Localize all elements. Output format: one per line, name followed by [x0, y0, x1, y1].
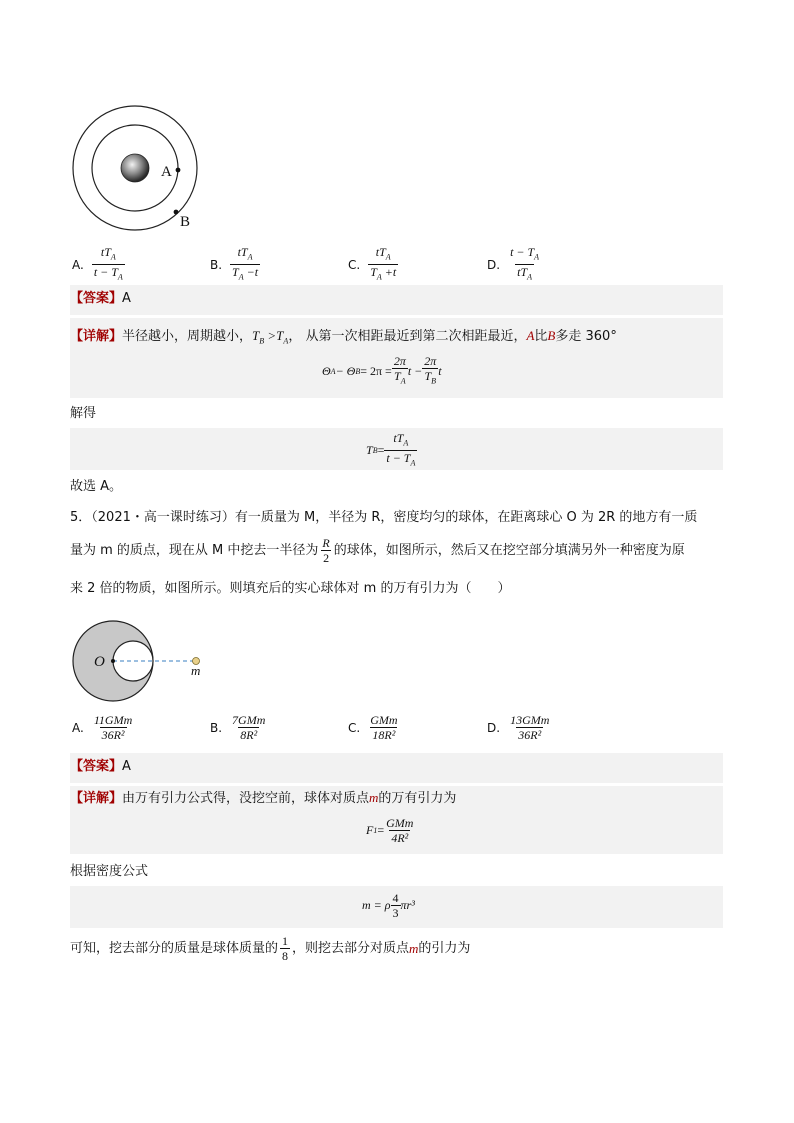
fraction: $\frac{1}{8}$ [282, 934, 289, 963]
q5-option-a[interactable] [72, 713, 134, 742]
q4-solve-label: 解得 [70, 406, 97, 421]
answer-value: A [122, 291, 131, 306]
option-fraction: $\frac{tT_A}{T_A -t}$ [230, 245, 260, 285]
q4-angle-equation: Θ A − Θ B = 2π = $\frac{2\pi}{T_A}$ t − $\frac{2\pi}{T_B}$ t [322, 354, 442, 388]
q4-answer-box [70, 285, 723, 315]
q4-result-equation: T B = $\frac{tT_A}{t - T_A}$ [366, 431, 417, 471]
q5-stem-line1: 5．（2021・高一课时练习）有一质量为 M，半径为 R，密度均匀的球体，在距离球心 O 为 2R 的地方有一质 [70, 510, 698, 525]
answer-tag: 【答案】 [70, 759, 123, 774]
q4-option-d[interactable] [487, 245, 541, 285]
option-fraction: $\frac{\text{13GMm}}{\text{36R²}}$ [510, 713, 550, 742]
q4-answer [70, 289, 131, 309]
hollow-sphere-figure [70, 618, 210, 708]
fraction: $\frac{R}{2}$ [322, 536, 330, 565]
cavity [113, 641, 153, 681]
q4-option-a[interactable] [72, 245, 125, 285]
fraction: $\frac{tT_A}{t - T_A}$ [384, 431, 417, 471]
label-b: B [180, 214, 191, 230]
satellite-a [176, 168, 181, 173]
label-o: O [94, 654, 105, 670]
option-fraction: $\frac{\text{GMm}}{\text{18R²}}$ [370, 713, 398, 742]
option-label: D. [487, 720, 501, 735]
q4-option-c[interactable] [348, 245, 398, 285]
option-fraction: $\frac{\text{11GMm}}{\text{36R²}}$ [93, 713, 133, 742]
option-label: D. [487, 257, 501, 272]
q4-option-b[interactable] [210, 245, 260, 285]
center-point [111, 659, 115, 663]
option-fraction: $\frac{t - T_A}{tT_A}$ [508, 245, 541, 285]
q5-stem-line2: 量为 m 的质点，现在从 M 中挖去一半径为 $\frac{R}{2}$ 的球体，如图所示，然后又在挖空部分填满另外一种密度为原 [70, 536, 685, 565]
option-fraction: $\frac{\text{7GMm}}{\text{8R²}}$ [232, 713, 266, 742]
q5-detail-line: 【详解】由万有引力公式得，没挖空前，球体对质点m的万有引力为 [70, 790, 457, 806]
central-planet [121, 154, 149, 182]
option-label: B. [210, 257, 223, 272]
q5-option-d[interactable] [487, 713, 551, 742]
fraction: $\frac{2\pi}{T_B}$ [422, 354, 438, 388]
q5-density-label: 根据密度公式 [70, 864, 149, 879]
option-label: B. [210, 720, 223, 735]
q4-detail-line: 【详解】半径越小，周期越小，$T_B >T_A$， 从第一次相距最近到第二次相距最近，A比B多走 360° [70, 328, 617, 346]
answer-value: A [122, 759, 131, 774]
q5-option-c[interactable] [348, 713, 400, 742]
option-label: C. [348, 720, 361, 735]
label-a: A [161, 164, 172, 180]
answer-tag: 【答案】 [70, 291, 123, 306]
satellite-b [174, 210, 179, 215]
q5-density-equation: m = ρ $\frac{4}{3}$ πr³ [362, 891, 415, 920]
option-fraction: $\frac{tT_A}{t - T_A}$ [92, 245, 125, 285]
q5-answer [70, 757, 131, 777]
detail-tag: 【详解】 [70, 329, 123, 344]
fraction: $\frac{4}{3}$ [392, 891, 399, 920]
fraction: $\frac{2\pi}{T_A}$ [392, 354, 408, 388]
q4-conclusion: 故选 A。 [70, 479, 123, 494]
orbit-figure [70, 100, 210, 235]
detail-tag: 【详解】 [70, 791, 123, 806]
option-label: A. [72, 257, 84, 272]
option-label: C. [348, 257, 361, 272]
label-m: m [191, 663, 201, 678]
q5-stem-line3: 来 2 倍的物质，如图所示。则填充后的实心球体对 m 的万有引力为（ ） [70, 581, 511, 596]
q5-force-equation: F 1 = $\frac{\text{GMm}}{\text{4R²}}$ [366, 816, 414, 845]
q5-option-b[interactable] [210, 713, 267, 742]
q5-last-line: 可知，挖去部分的质量是球体质量的 $\frac{1}{8}$ ，则挖去部分对质点 m 的引力为 [70, 934, 471, 963]
fraction: $\frac{\text{GMm}}{\text{4R²}}$ [386, 816, 414, 845]
option-fraction: $\frac{tT_A}{T_A +t}$ [368, 245, 398, 285]
q5-answer-box [70, 753, 723, 783]
option-label: A. [72, 720, 84, 735]
